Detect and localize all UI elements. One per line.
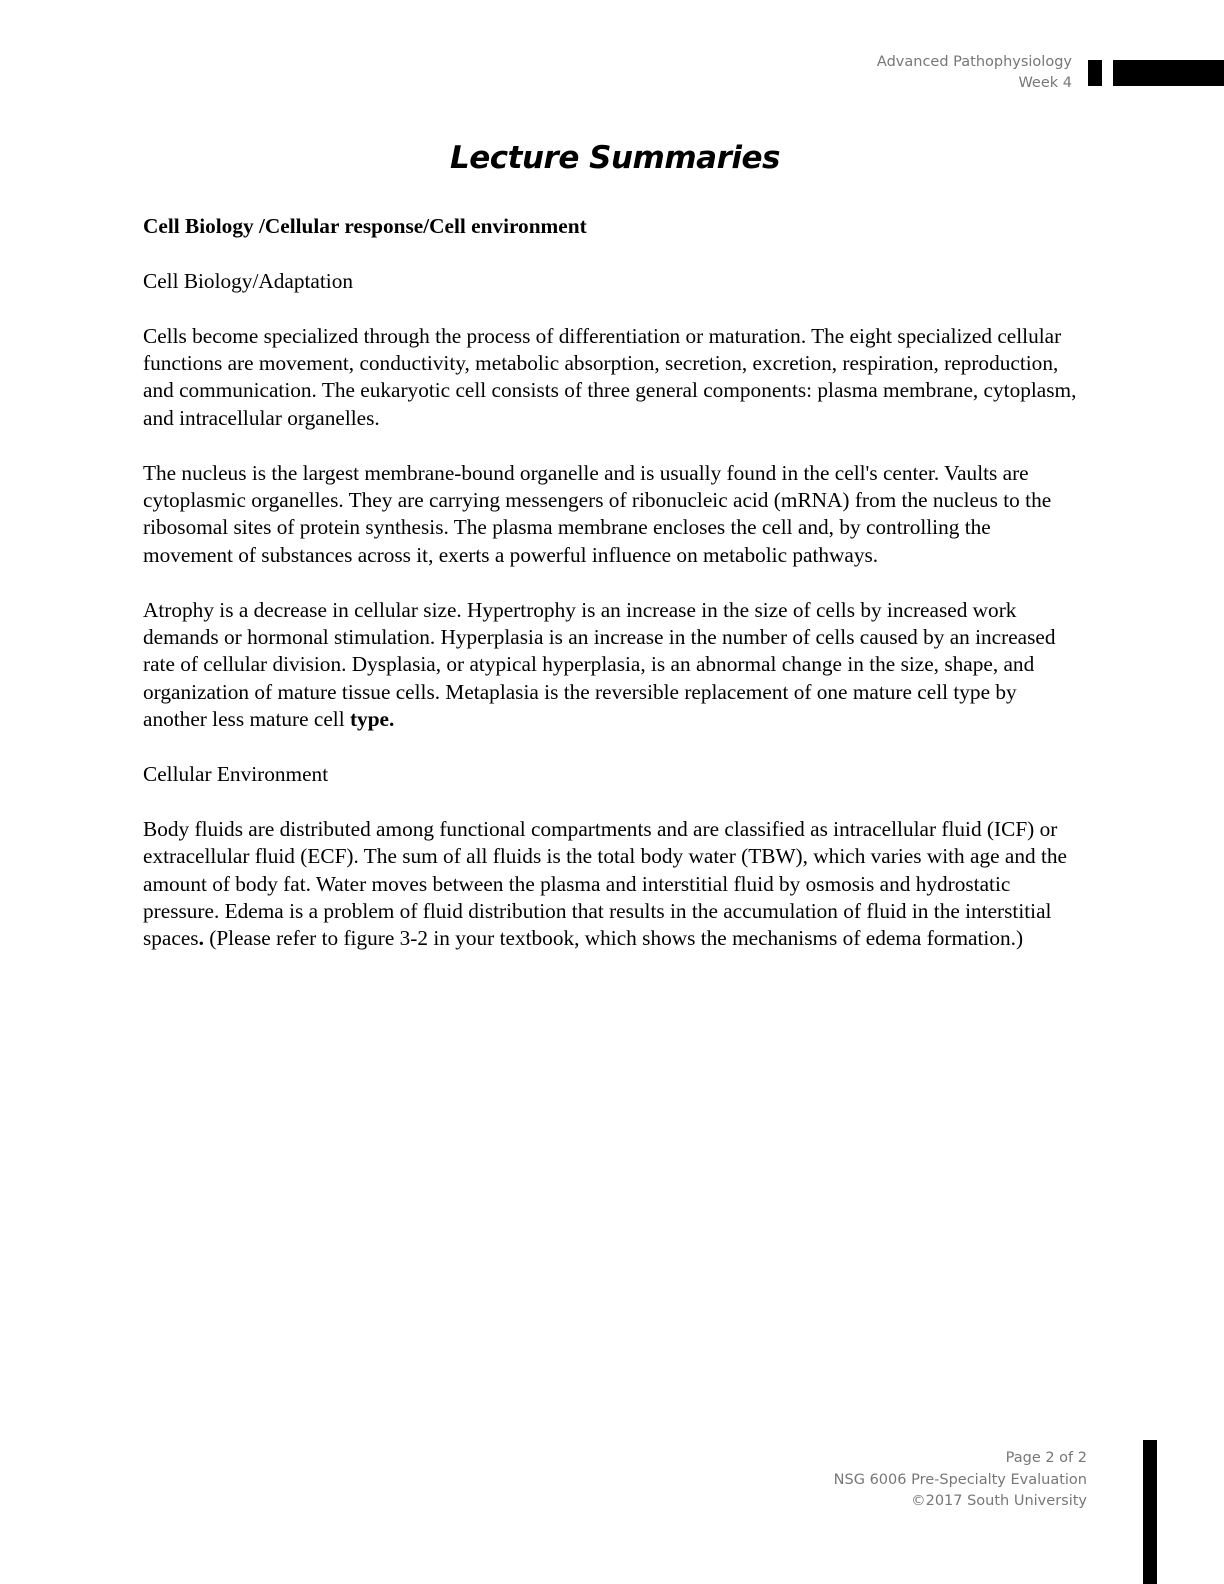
paragraph-adaptation-bold-end: type.	[349, 707, 395, 732]
header-week: Week 4	[1018, 75, 1072, 91]
header-course-title: Advanced Pathophysiology	[876, 54, 1072, 70]
paragraph-body-fluids-bold-period: .	[198, 926, 204, 951]
subheading-cell-biology: Cell Biology/Adaptation	[143, 268, 353, 293]
footer-accent-bar	[1143, 1440, 1157, 1584]
page-header	[877, 52, 1072, 94]
document-title: Lecture Summaries	[450, 140, 780, 176]
paragraph-adaptation-text: Atrophy is a decrease in cellular size. Hypertrophy is an increase in the size of cells by increased work demands or hormonal stimulation. Hyperplasia is an increase in the number of cells caused by an increased rate of cellular division. Dysplasia, or atypical hyperplasia, is an abnormal change in the size, shape, and organization of mature tissue cells. Metaplasia is the reversible replacement of one mature cell type by another less mature cell	[143, 597, 1056, 732]
footer-course: NSG 6006 Pre-Specialty Evaluation	[833, 1471, 1087, 1488]
paragraph-body-fluids-text: Body fluids are distributed among functional compartments and are classified as intracellular fluid (ICF) or extracellular fluid (ECF). The sum of all fluids is the total body water (TBW), which varies with age and the amount of body fat. Water moves between the plasma and interstitial fluid by osmosis and hydrostatic pressure. Edema is a problem of fluid distribution that results in the accumulation of fluid in the interstitial spaces	[143, 816, 1067, 951]
subheading-cellular-environment: Cellular Environment	[143, 762, 329, 787]
paragraph-differentiation: Cells become specialized through the process of differentiation or maturation. The eight specialized cellular functions are movement, conductivity, metabolic absorption, secretion, excretion, respiration, reproduction, and communication. The eukaryotic cell consists of three general components: plasma membrane, cytoplasm, and intracellular organelles.	[143, 323, 1077, 430]
header-accent-bar-small	[1088, 60, 1102, 86]
paragraph-adaptation	[143, 597, 1083, 734]
section-heading: Cell Biology /Cellular response/Cell environment	[143, 214, 587, 238]
footer-page-number: Page 2 of 2	[1005, 1450, 1087, 1466]
page-footer	[834, 1448, 1087, 1513]
paragraph-body-fluids-reference: (Please refer to figure 3-2 in your textbook, which shows the mechanisms of edema formation.)	[203, 926, 1024, 951]
document-body	[143, 213, 1083, 980]
header-accent-bar-large	[1113, 60, 1224, 86]
footer-copyright: ©2017 South University	[911, 1493, 1087, 1509]
paragraph-body-fluids	[143, 816, 1083, 953]
paragraph-nucleus: The nucleus is the largest membrane-bound organelle and is usually found in the cell's center. Vaults are cytoplasmic organelles. They are carrying messengers of ribonucleic acid (mRNA) from the nucleus to the ribosomal sites of protein synthesis. The plasma membrane encloses the cell and, by controlling the movement of substances across it, exerts a powerful influence on metabolic pathways.	[143, 460, 1052, 567]
